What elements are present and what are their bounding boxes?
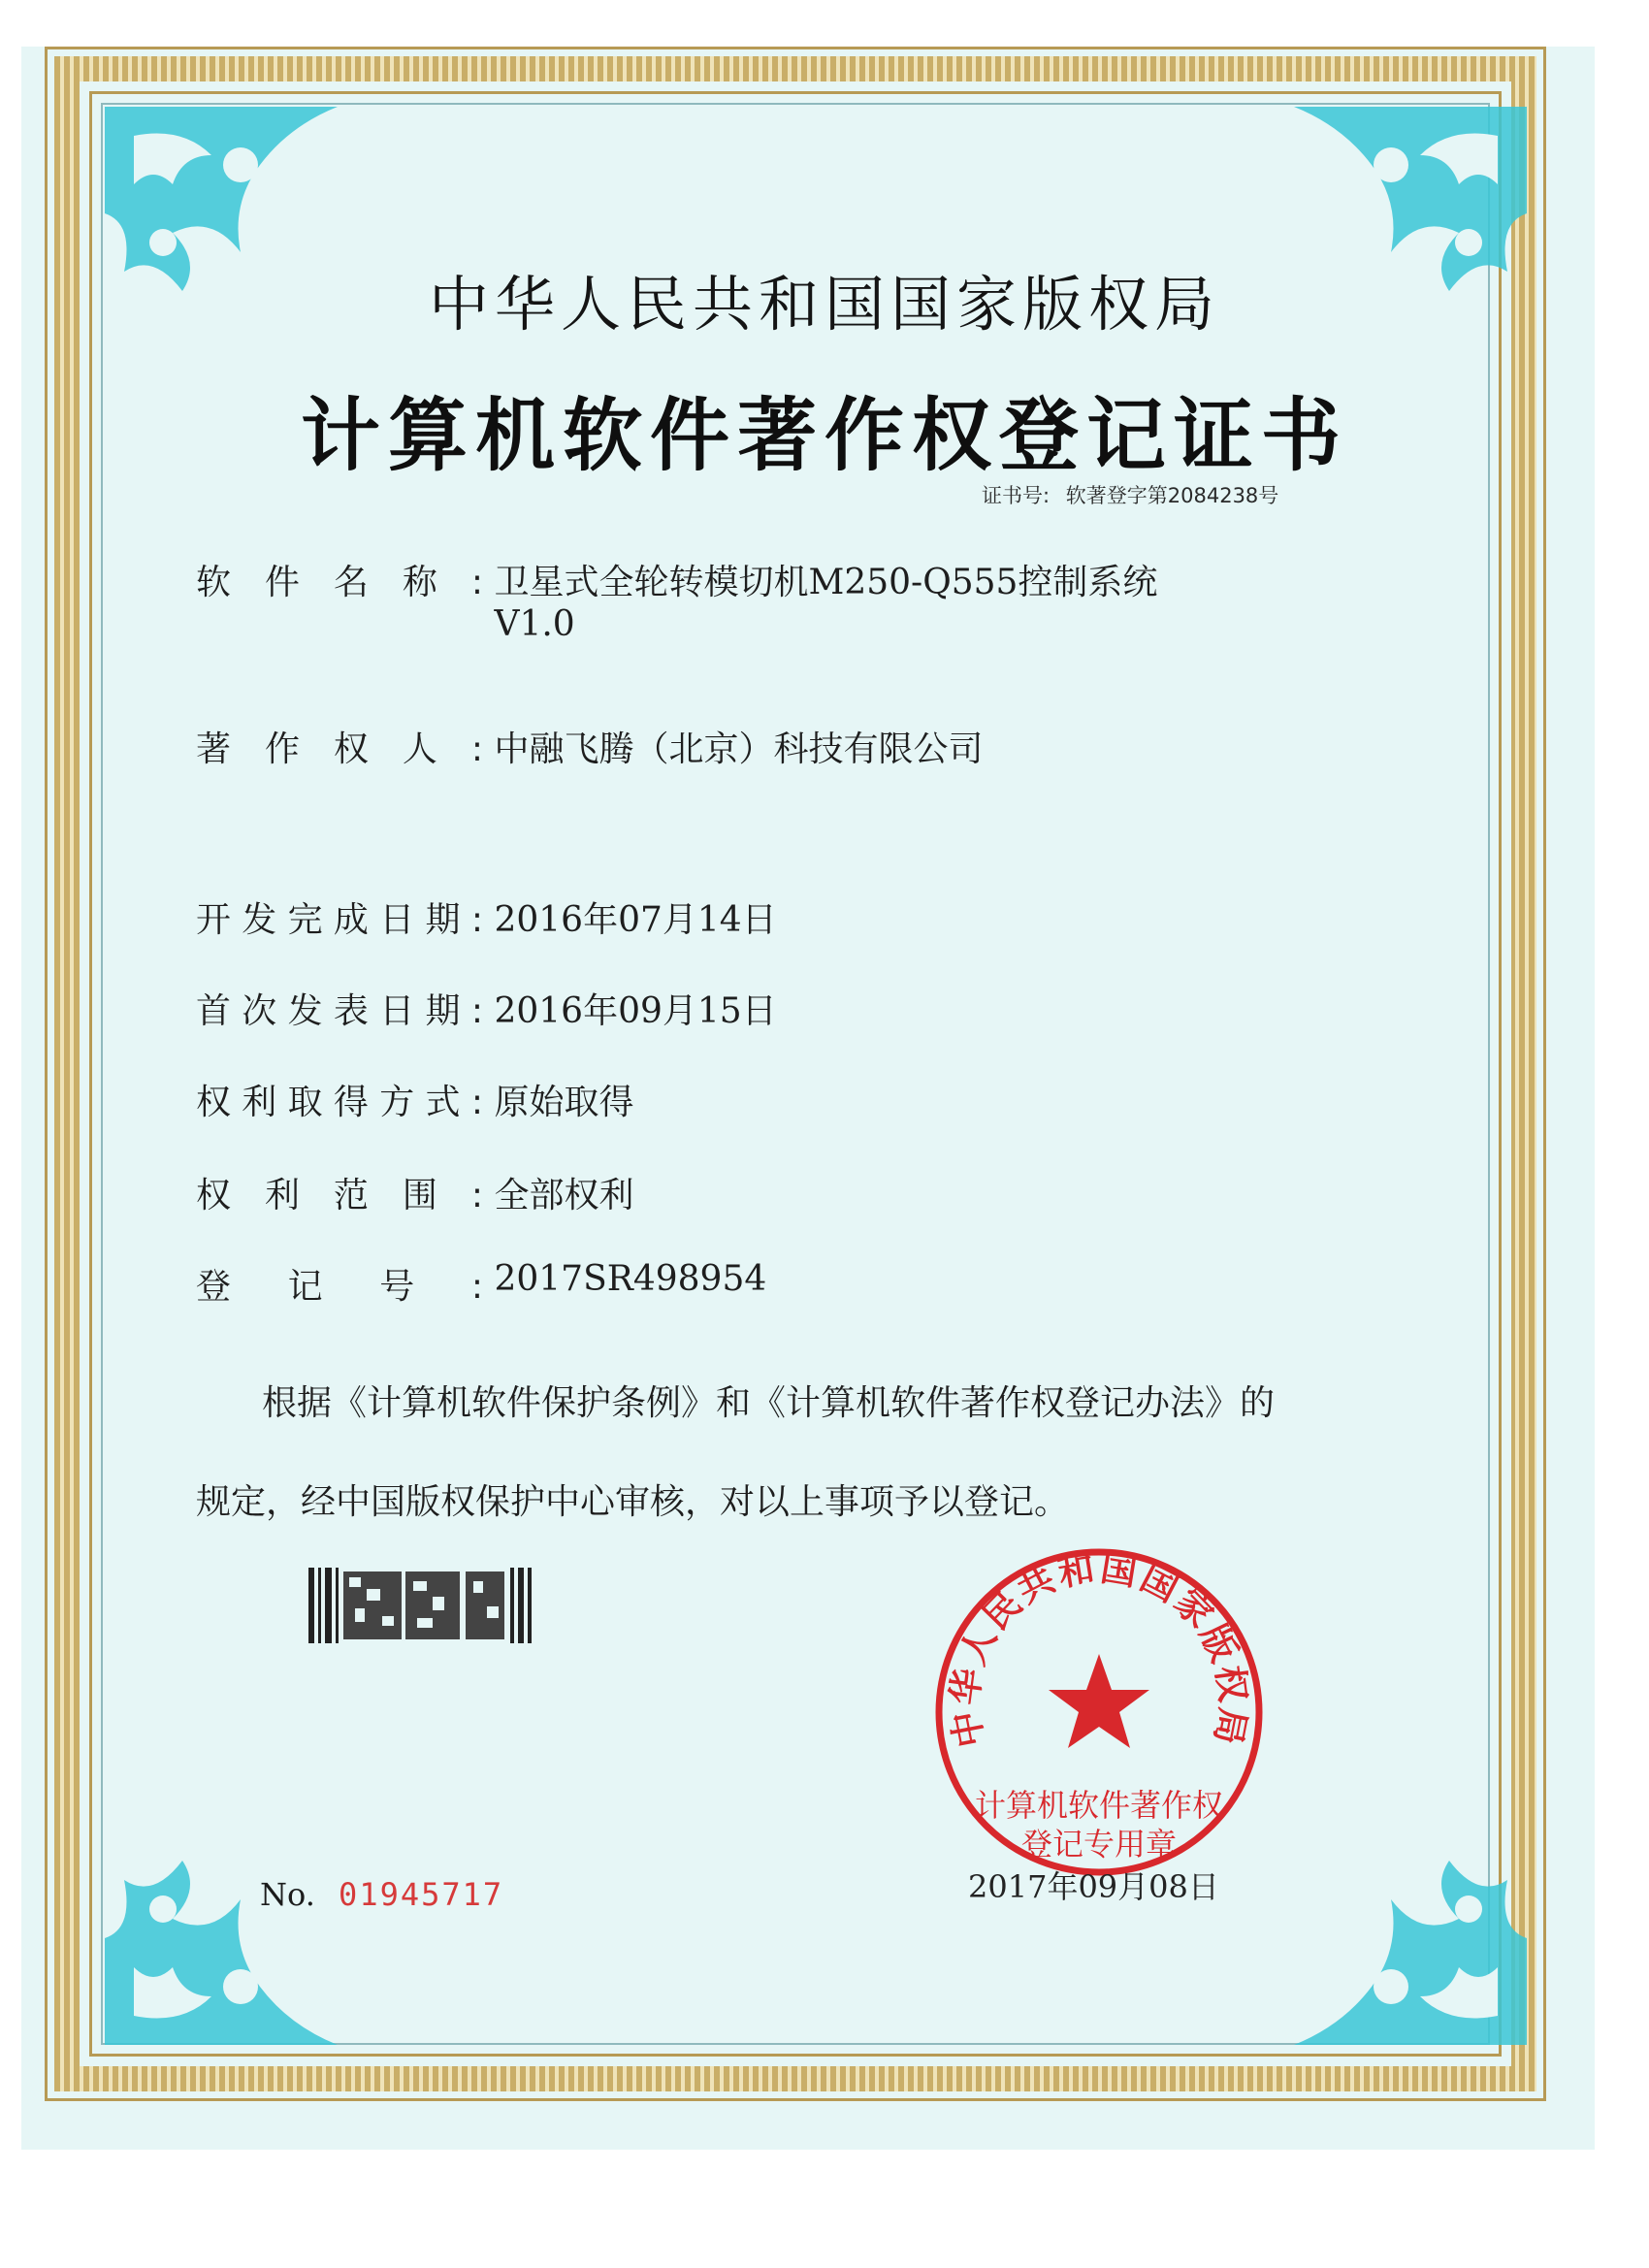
software-name-line1: 卫星式全轮转模切机M250-Q555控制系统 xyxy=(494,563,1158,602)
certificate-number xyxy=(982,480,1278,509)
certificate-number-label: 证书号: xyxy=(982,484,1051,507)
serial-prefix: No. xyxy=(260,1876,315,1913)
rights-scope-label: 权利范围: xyxy=(196,1176,483,1215)
development-date-label: 开发完成日期: xyxy=(196,900,483,940)
serial-value: 01945717 xyxy=(339,1876,504,1913)
acquisition-method-value: 原始取得 xyxy=(494,1083,634,1122)
certificate-title: 计算机软件著作权登记证书 xyxy=(300,390,1348,482)
rights-scope-value: 全部权利 xyxy=(494,1176,634,1215)
serial-number xyxy=(260,1876,503,1913)
software-name-line2: V1.0 xyxy=(494,604,575,644)
registration-no-value: 2017SR498954 xyxy=(494,1259,767,1299)
statement-line2: 规定，经中国版权保护中心审核，对以上事项予以登记。 xyxy=(196,1482,1070,1522)
copyright-owner-value: 中融飞腾（北京）科技有限公司 xyxy=(494,729,984,769)
field-copyright-owner xyxy=(196,722,983,771)
field-acquisition-method xyxy=(196,1075,633,1124)
seal-text-line1: 计算机软件著作权 xyxy=(974,1787,1223,1824)
field-registration-no xyxy=(196,1259,766,1309)
field-software-name xyxy=(196,555,1157,644)
corner-ornament-bottom-right xyxy=(1284,1802,1536,2055)
seal-ring-text: 中华人民共和国国家版权局 xyxy=(943,1546,1255,1751)
corner-ornament-bottom-left xyxy=(95,1802,347,2055)
development-date-value: 2016年07月14日 xyxy=(494,900,777,940)
first-publication-date-value: 2016年09月15日 xyxy=(494,991,777,1031)
statement-line1: 根据《计算机软件保护条例》和《计算机软件著作权登记办法》的 xyxy=(262,1383,1276,1423)
registration-no-label: 登记号: xyxy=(196,1267,483,1307)
issue-date: 2017年09月08日 xyxy=(968,1868,1219,1905)
acquisition-method-label: 权利取得方式: xyxy=(196,1083,483,1122)
software-name-value xyxy=(494,555,1157,644)
first-publication-date-label: 首次发表日期: xyxy=(196,991,483,1031)
field-rights-scope xyxy=(196,1168,633,1217)
copyright-owner-label: 著作权人: xyxy=(196,729,483,769)
software-name-label: 软件名称: xyxy=(196,563,483,602)
field-first-publication-date xyxy=(196,984,777,1033)
field-development-date xyxy=(196,892,777,942)
seal-text-line2: 登记专用章 xyxy=(1020,1826,1177,1863)
barcode xyxy=(308,1568,534,1643)
issuing-authority: 中华人民共和国国家版权局 xyxy=(428,269,1220,340)
seal-star-icon xyxy=(1049,1654,1149,1748)
certificate-number-value: 软著登字第2084238号 xyxy=(1065,484,1279,507)
